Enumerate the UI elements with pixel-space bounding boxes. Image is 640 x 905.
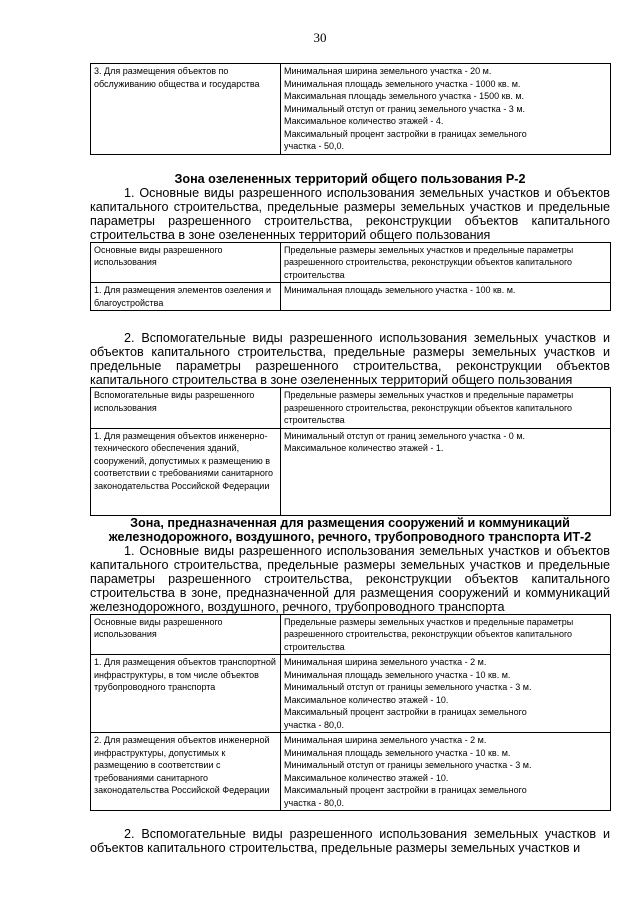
zone-it2-table xyxy=(90,614,611,812)
parameter-line: Максимальное количество этажей - 10. xyxy=(284,694,449,705)
parameters-cell xyxy=(281,64,611,155)
header-cell: Предельные размеры земельных участков и предельные параметры разрешенного строительства, реконструкции объектов капитального строительства xyxy=(281,614,611,655)
parameter-line: участка - 80,0. xyxy=(284,797,344,808)
zone-r2-aux-paragraph: 2. Вспомогательные виды разрешенного использования земельных участков и объектов капитального строительства, предельные размеры земельных участков и предельные параметры разрешенного строительства, реконструкции объектов капитального строительства в зоне озелененных территорий общего пользования xyxy=(90,331,610,387)
zone-it2-heading-line: железнодорожного, воздушного, речного, трубопроводного транспорта ИТ-2 xyxy=(108,529,592,544)
parameter-line: Минимальная площадь земельного участка - 10 кв. м. xyxy=(284,669,511,680)
table-row xyxy=(91,64,611,155)
parameter-line: участка - 50,0. xyxy=(284,141,344,151)
parameters-cell: Минимальная площадь земельного участка - 100 кв. м. xyxy=(281,283,611,311)
parameter-line: Максимальный процент застройки в границах земельного xyxy=(284,128,527,139)
parameters-cell xyxy=(281,733,611,811)
table-header-row xyxy=(91,614,611,655)
use-type-cell: 2. Для размещения объектов инженерной инфраструктуры, допустимых к размещению в соответствии с требованиями санитарного законодательства Российской Федерации xyxy=(91,733,281,811)
zone-it2-aux-paragraph: 2. Вспомогательные виды разрешенного использования земельных участков и объектов капитального строительства, предельные размеры земельных участков и xyxy=(90,827,610,855)
parameter-line: Минимальная площадь земельного участка - 10 кв. м. xyxy=(284,747,511,758)
table-row xyxy=(91,655,611,733)
parameter-line: Минимальная ширина земельного участка - 2 м. xyxy=(284,735,487,745)
parameter-line: Максимальное количество этажей - 4. xyxy=(284,116,444,126)
parameter-line: Минимальный отступ от границы земельного участка - 3 м. xyxy=(284,760,532,770)
parameters-cell xyxy=(281,428,611,515)
header-cell: Предельные размеры земельных участков и предельные параметры разрешенного строительства, реконструкции объектов капитального строительства xyxy=(281,242,611,283)
header-cell: Вспомогательные виды разрешенного использования xyxy=(91,388,281,429)
zone-r2-main-table xyxy=(90,242,611,312)
table-row xyxy=(91,283,611,311)
zone-it2-main-paragraph: 1. Основные виды разрешенного использования земельных участков и объектов капитального строительства, предельные размеры земельных участков и предельные параметры разрешенного строительства, реконструкции объектов капитального строительства в зоне, предназначенной для размещения сооружений и коммуникаций железнодорожного, воздушного, речного, трубопроводного транспорта xyxy=(90,543,610,614)
parameter-line: Максимальный процент застройки в границах земельного xyxy=(284,707,527,717)
use-type-cell: 1. Для размещения объектов инженерно-технического обеспечения зданий, сооружений, допустимых к размещению в соответствии с требованиями санитарного законодательства Российской Федерации xyxy=(91,428,281,515)
header-cell: Основные виды разрешенного использования xyxy=(91,242,281,283)
use-type-cell: 1. Для размещения элементов озеления и благоустройства xyxy=(91,283,281,311)
table-header-row xyxy=(91,242,611,283)
parameter-line: Минимальная ширина земельного участка - 20 м. xyxy=(284,66,492,76)
parameter-line: участка - 80,0. xyxy=(284,719,344,730)
header-cell: Основные виды разрешенного использования xyxy=(91,614,281,655)
parameter-line: Минимальная площадь земельного участка - 1000 кв. м. xyxy=(284,78,521,89)
parameter-line: Максимальная площадь земельного участка - 1500 кв. м. xyxy=(284,91,525,101)
parameter-line: Максимальный процент застройки в границах земельного xyxy=(284,785,527,795)
parameter-line: Минимальный отступ от границ земельного участка - 0 м. xyxy=(284,430,526,441)
zone-r2-heading: Зона озелененных территорий общего пользования Р-2 xyxy=(174,171,526,186)
parameter-line: Минимальный отступ от границ земельного участка - 3 м. xyxy=(284,103,526,114)
zone-it2-heading xyxy=(90,516,610,544)
zone-it2-heading-line: Зона, предназначенная для размещения сооружений и коммуникаций xyxy=(130,515,570,530)
page-number: 30 xyxy=(313,30,327,45)
table-row xyxy=(91,733,611,811)
top-table xyxy=(90,63,611,155)
parameter-line: Минимальный отступ от границы земельного участка - 3 м. xyxy=(284,682,532,692)
use-type-cell: 1. Для размещения объектов транспортной инфраструктуры, в том числе объектов трубопроводного транспорта xyxy=(91,655,281,733)
parameter-line: Максимальное количество этажей - 10. xyxy=(284,772,449,783)
table-row xyxy=(91,428,611,515)
parameters-cell xyxy=(281,655,611,733)
table-header-row xyxy=(91,388,611,429)
parameter-line: Минимальная ширина земельного участка - 2 м. xyxy=(284,657,487,667)
zone-r2-aux-table xyxy=(90,387,611,516)
page-content xyxy=(90,63,610,855)
zone-r2-main-paragraph: 1. Основные виды разрешенного использования земельных участков и объектов капитального строительства, предельные размеры земельных участков и предельные параметры разрешенного строительства, реконструкции объектов капитального строительства в зоне озелененных территорий общего пользования xyxy=(90,185,610,242)
header-cell: Предельные размеры земельных участков и предельные параметры разрешенного строительства, реконструкции объектов капитального строительства xyxy=(281,388,611,429)
parameter-line: Максимальное количество этажей - 1. xyxy=(284,443,444,453)
use-type-cell: 3. Для размещения объектов по обслуживанию общества и государства xyxy=(91,64,281,155)
